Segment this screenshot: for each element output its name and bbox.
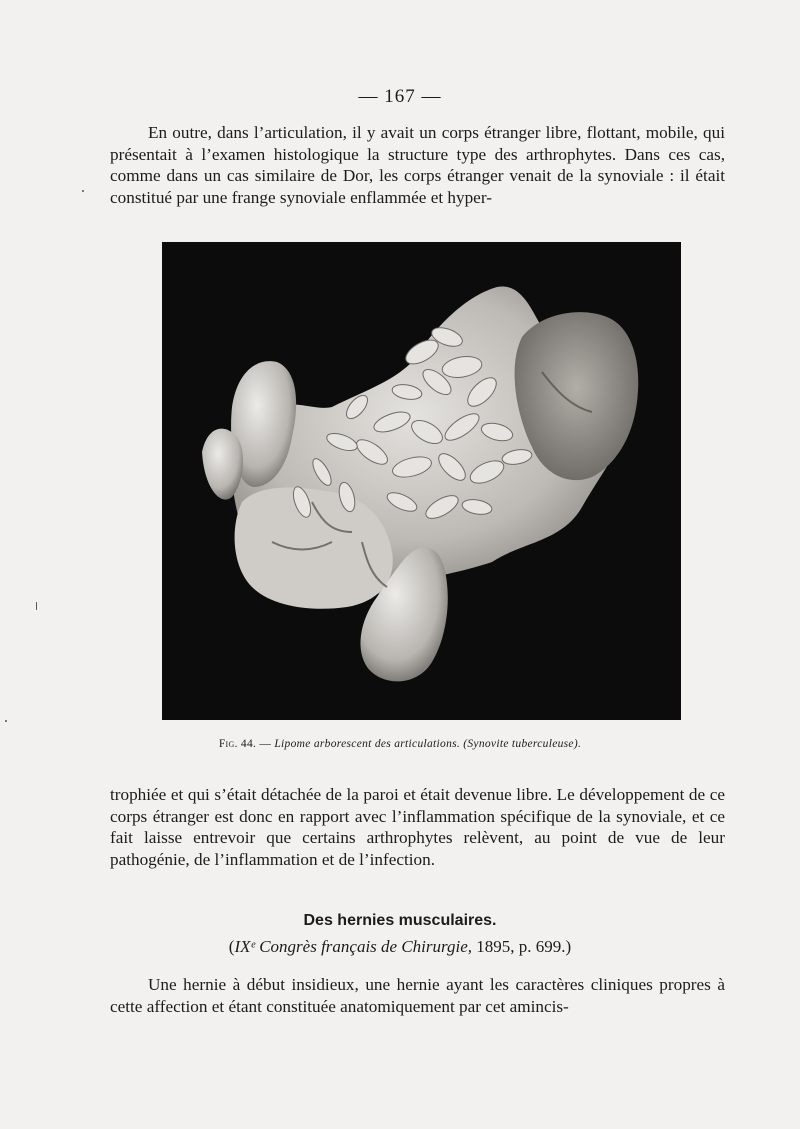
section-heading: Des hernies musculaires. [303, 912, 497, 929]
paragraph-continuation: trophiée et qui s’était détachée de la paroi et était devenue libre. Le développement de ce corps étranger est donc en rapport avec l’inflammation spécifique de la synoviale, et ce fait laisse entrevoir que certains arthrophytes relèvent, au point de vue de leur pathogénie, de l’inflammation et de l’infection. [110, 785, 725, 869]
reference-open: ( [228, 937, 235, 956]
specimen-left-flap [202, 429, 243, 500]
page-number: — 167 — [358, 86, 442, 107]
print-speck [36, 602, 37, 610]
figure-caption-text: Lipome arborescent des articulations. (Synovite tuberculeuse). [274, 738, 582, 750]
figure-caption [0, 738, 800, 750]
print-speck [5, 720, 7, 722]
paragraph-top: En outre, dans l’articulation, il y avait un corps étranger libre, flottant, mobile, qui présentait à l’examen histologique la structure type des arthrophytes. Dans ces cas, comme dans un cas similaire de Dor, les corps étranger venait de la synoviale : il était constitué par une frange synoviale enflammée et hyper- [110, 123, 725, 207]
figure-label: Fig. 44. — [218, 738, 272, 750]
print-speck [82, 190, 84, 192]
specimen-illustration [162, 242, 681, 720]
reference-venue: IXᵉ Congrès français de Chirurgie, [234, 937, 473, 956]
reference-details: 1895, p. 699.) [472, 937, 572, 956]
paragraph-closing: Une hernie à début insidieux, une hernie ayant les caractères cliniques propres à cette affection et étant constituée anatomiquement par cet amincis- [110, 975, 725, 1016]
section-reference [0, 937, 800, 957]
figure-photograph [162, 242, 681, 720]
